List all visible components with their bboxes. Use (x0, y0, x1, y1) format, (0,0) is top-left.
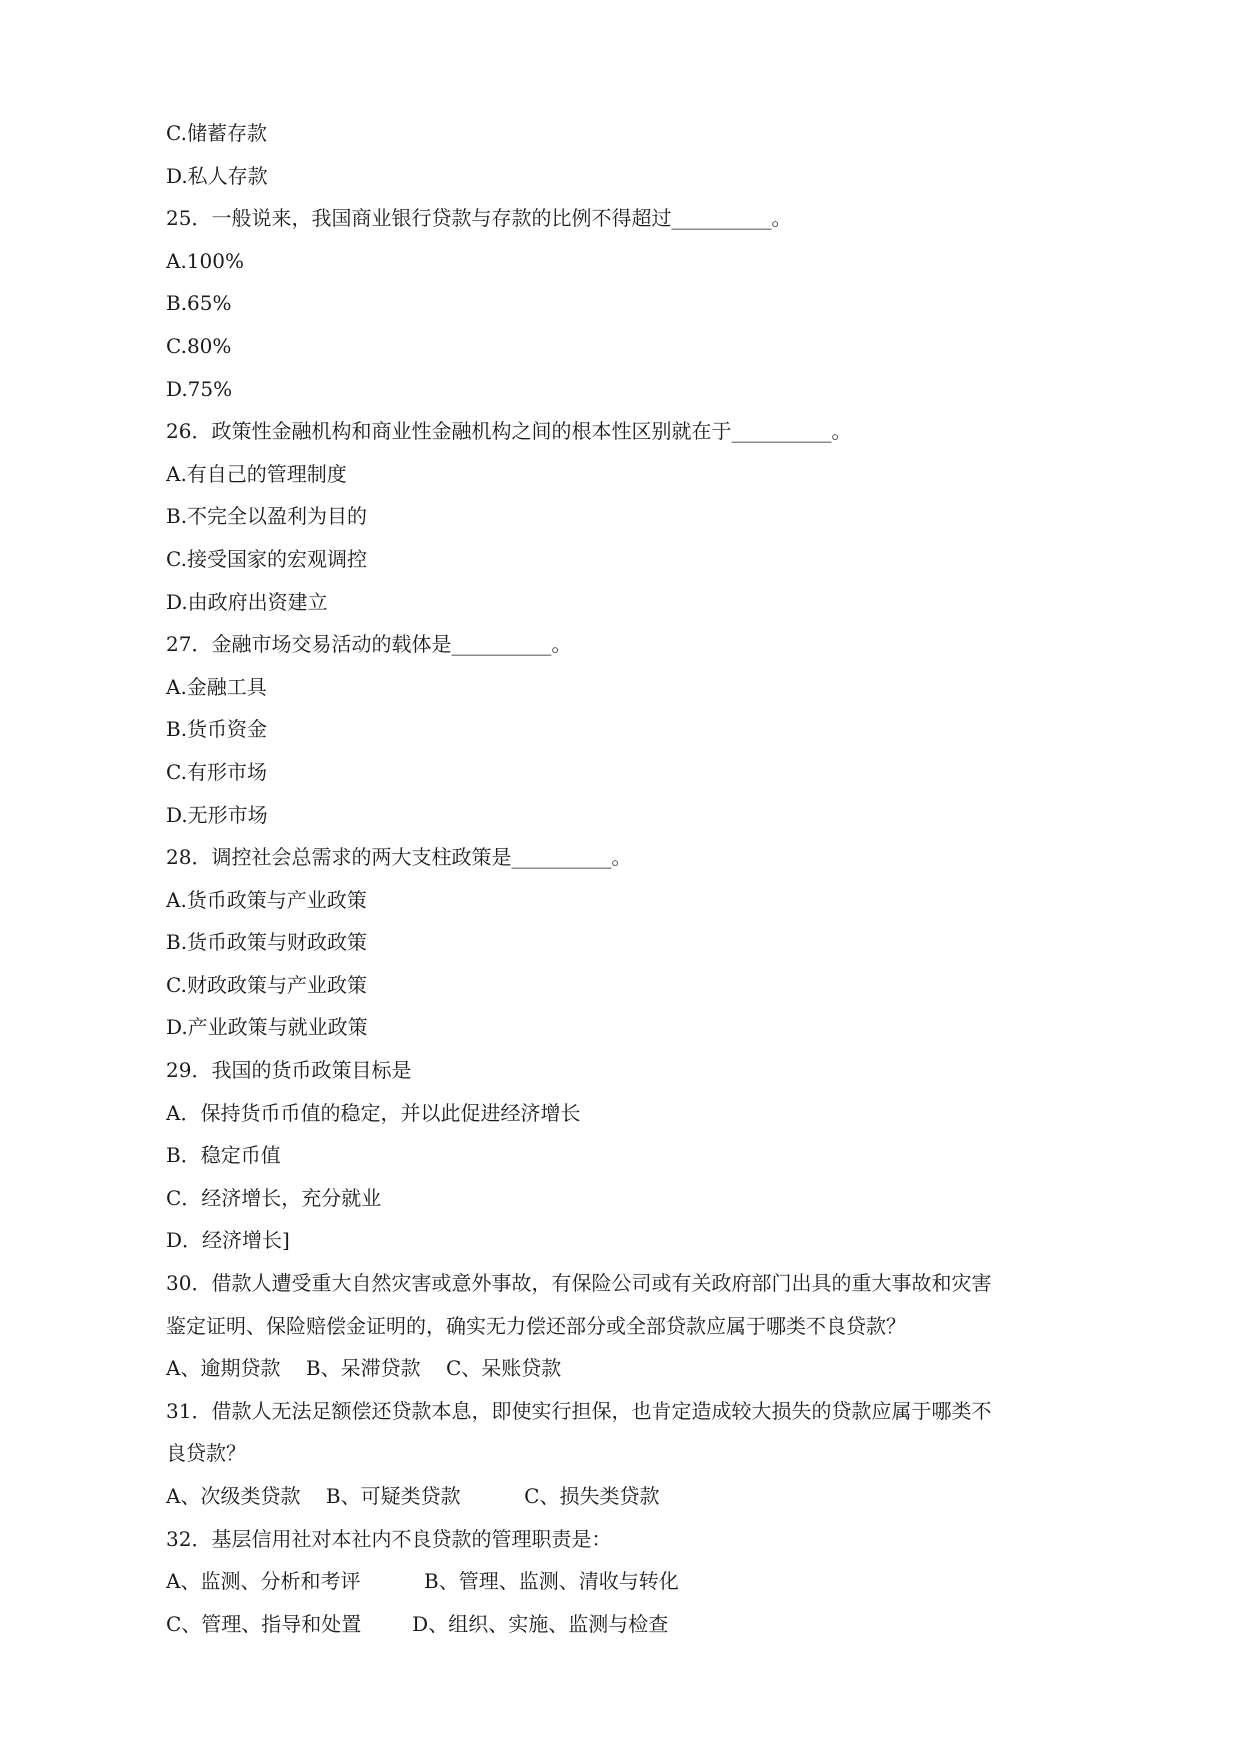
question-text: 31．借款人无法足额偿还贷款本息，即使实行担保，也肯定造成较大损失的贷款应属于哪类不 (166, 1398, 992, 1423)
answer-option: C、管理、指导和处置 D、组织、实施、监测与检查 (166, 1611, 669, 1636)
answer-option: A.有自己的管理制度 (166, 461, 347, 486)
question-text: 27．金融市场交易活动的载体是__________。 (166, 632, 572, 657)
answer-option: A.金融工具 (166, 674, 267, 699)
answer-option: D．经济增长] (166, 1228, 290, 1253)
answer-option: A.100% (166, 248, 244, 273)
question-text: 29．我国的货币政策目标是 (166, 1058, 412, 1083)
answer-option: B.65% (166, 291, 232, 316)
answer-option: D.私人存款 (166, 163, 268, 188)
answer-option: B.不完全以盈利为目的 (166, 504, 368, 529)
question-text: 26．政策性金融机构和商业性金融机构之间的根本性区别就在于__________。 (166, 419, 852, 444)
question-text: 25．一般说来，我国商业银行贷款与存款的比例不得超过__________。 (166, 206, 792, 231)
answer-option: C.储蓄存款 (166, 121, 267, 145)
answer-option: A.货币政策与产业政策 (166, 887, 367, 912)
answer-option: C.80% (166, 333, 232, 358)
answer-option: C．经济增长，充分就业 (166, 1185, 382, 1210)
question-text: 鉴定证明、保险赔偿金证明的，确实无力偿还部分或全部贷款应属于哪类不良贷款？ (166, 1313, 906, 1338)
answer-option: C.接受国家的宏观调控 (166, 546, 367, 571)
answer-option: B.货币资金 (166, 717, 268, 742)
answer-option: D.产业政策与就业政策 (166, 1015, 368, 1040)
question-text: 30．借款人遭受重大自然灾害或意外事故，有保险公司或有关政府部门出具的重大事故和灾害 (166, 1271, 992, 1296)
answer-option: A．保持货币币值的稳定，并以此促进经济增长 (166, 1100, 581, 1125)
answer-option: C.财政政策与产业政策 (166, 972, 367, 997)
answer-option: B．稳定币值 (166, 1143, 281, 1168)
question-text: 28．调控社会总需求的两大支柱政策是__________。 (166, 845, 632, 870)
question-text: 良贷款？ (166, 1441, 246, 1466)
question-text: 32．基层信用社对本社内不良贷款的管理职责是： (166, 1526, 612, 1551)
question-list (166, 112, 1076, 1645)
answer-option: A、次级类贷款 B、可疑类贷款 C、损失类贷款 (166, 1484, 660, 1508)
answer-option: D.无形市场 (166, 802, 268, 827)
answer-option: A、监测、分析和考评 B、管理、监测、清收与转化 (166, 1569, 679, 1594)
answer-option: D.由政府出资建立 (166, 589, 328, 614)
answer-option: A、逾期贷款 B、呆滞贷款 C、呆账贷款 (166, 1356, 562, 1381)
answer-option: B.货币政策与财政政策 (166, 930, 368, 955)
answer-option: D.75% (166, 376, 233, 401)
answer-option: C.有形市场 (166, 759, 267, 784)
